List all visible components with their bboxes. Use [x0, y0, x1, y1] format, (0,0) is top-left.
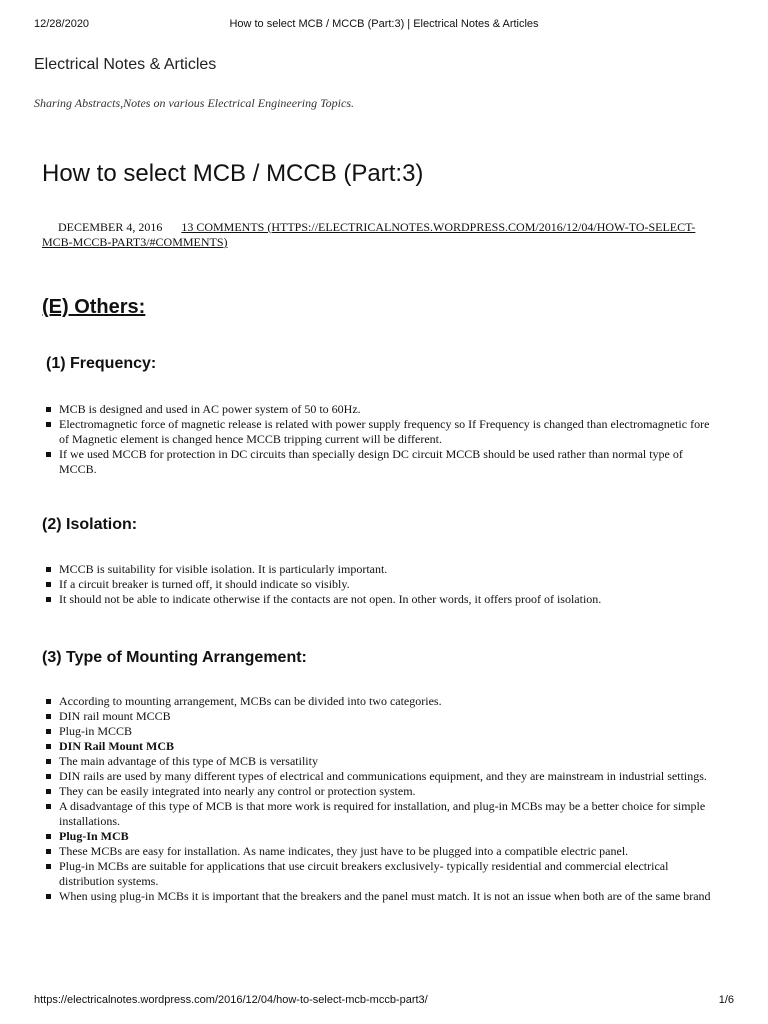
list-item: DIN rails are used by many different types of electrical and communications equipment, and they are mainstream in industrial settings.	[42, 769, 722, 784]
list-item: When using plug-in MCBs it is important that the breakers and the panel must match. It is not an issue when both are of the same brand	[42, 889, 722, 904]
list-item: It should not be able to indicate otherwise if the contacts are not open. In other words, it offers proof of isolation.	[42, 592, 722, 607]
site-tagline: Sharing Abstracts,Notes on various Electrical Engineering Topics.	[34, 96, 354, 110]
section-heading-isolation: (2) Isolation:	[42, 516, 138, 533]
print-page-number: 1/6	[718, 994, 734, 1006]
print-date: 12/28/2020	[34, 18, 90, 30]
print-header-title: How to select MCB / MCCB (Part:3) | Electrical Notes & Articles	[229, 18, 539, 30]
comments-link[interactable]: 13 COMMENTS (HTTPS://ELECTRICALNOTES.WORDPRESS.COM/2016/12/04/HOW-TO-SELECT-MCB-MCCB-PART3/#COMMENTS)	[42, 220, 696, 249]
list-item: MCB is designed and used in AC power system of 50 to 60Hz.	[42, 402, 722, 417]
print-footer-url: https://electricalnotes.wordpress.com/2016/12/04/how-to-select-mcb-mccb-part3/	[34, 994, 428, 1006]
isolation-list	[42, 562, 722, 607]
list-item: If we used MCCB for protection in DC circuits than specially design DC circuit MCCB should be used rather than normal type of MCCB.	[42, 447, 722, 477]
frequency-list	[42, 402, 722, 477]
list-item: Plug-in MCBs are suitable for applications that use circuit breakers exclusively- typically residential and commercial electrical distribution systems.	[42, 859, 722, 889]
list-item: According to mounting arrangement, MCBs can be divided into two categories.	[42, 694, 722, 709]
list-item: Plug-in MCCB	[42, 724, 722, 739]
list-item: Electromagnetic force of magnetic release is related with power supply frequency so If Frequency is changed than electromagnetic fore of Magnetic element is changed hence MCCB tripping current will be different.	[42, 417, 722, 447]
section-heading-frequency: (1) Frequency:	[46, 355, 157, 372]
section-heading-others: (E) Others:	[42, 296, 146, 318]
post-date: DECEMBER 4, 2016	[58, 220, 163, 234]
list-item: These MCBs are easy for installation. As name indicates, they just have to be plugged into a compatible electric panel.	[42, 844, 722, 859]
list-item: They can be easily integrated into nearly any control or protection system.	[42, 784, 722, 799]
list-item: A disadvantage of this type of MCB is that more work is required for installation, and plug-in MCBs may be a better choice for simple installations.	[42, 799, 722, 829]
list-item-subheading: DIN Rail Mount MCB	[42, 739, 722, 754]
list-item: DIN rail mount MCCB	[42, 709, 722, 724]
list-item: MCCB is suitability for visible isolation. It is particularly important.	[42, 562, 722, 577]
mounting-list	[42, 694, 722, 904]
post-title: How to select MCB / MCCB (Part:3)	[42, 160, 424, 187]
list-item-subheading: Plug-In MCB	[42, 829, 722, 844]
site-title[interactable]: Electrical Notes & Articles	[34, 56, 217, 73]
section-heading-mounting: (3) Type of Mounting Arrangement:	[42, 649, 307, 666]
list-item: The main advantage of this type of MCB is versatility	[42, 754, 722, 769]
post-meta	[42, 220, 722, 250]
list-item: If a circuit breaker is turned off, it should indicate so visibly.	[42, 577, 722, 592]
